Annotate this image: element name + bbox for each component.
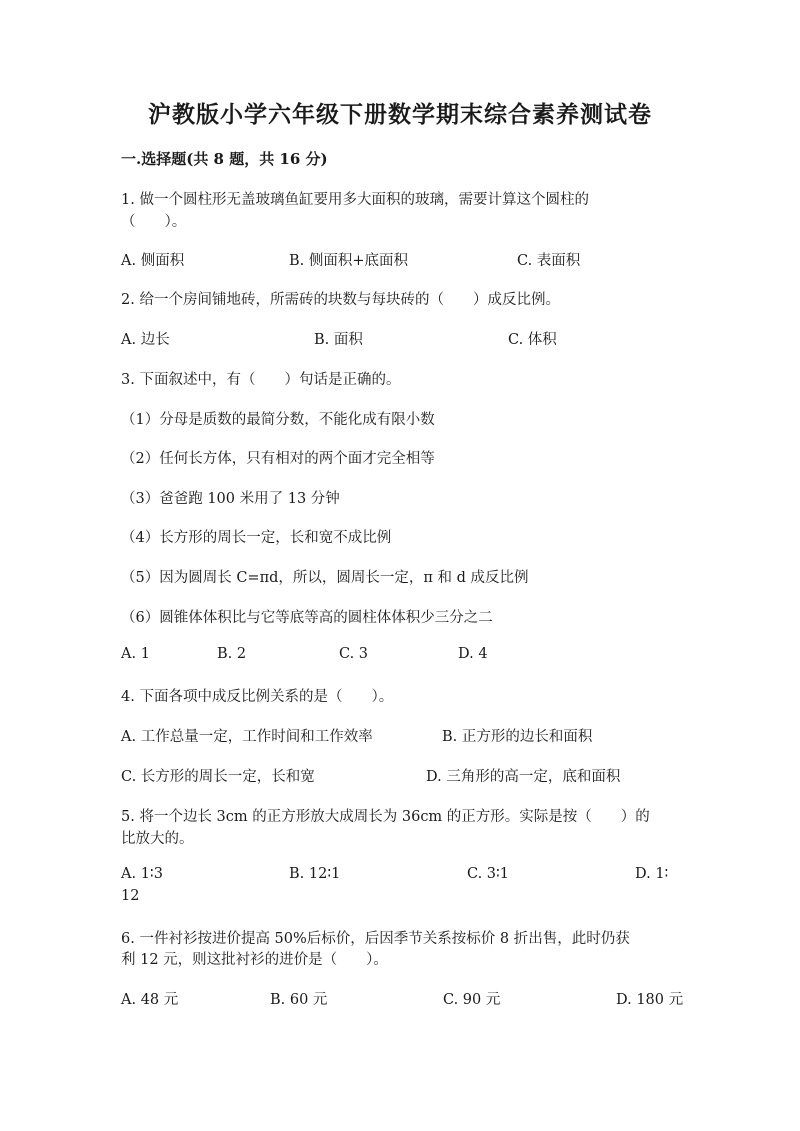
question-3-statement-2: （2）任何长方体，只有相对的两个面才完全相等 xyxy=(121,451,435,467)
question-3-option-b: B. 2 xyxy=(217,646,247,662)
question-5-option-d: D. 1∶ xyxy=(635,866,669,882)
question-1-option-a: A. 侧面积 xyxy=(121,253,185,269)
question-5-option-a: A. 1∶3 xyxy=(121,866,163,882)
question-5-option-c: C. 3∶1 xyxy=(467,866,510,882)
question-5-text: 5. 将一个边长 3cm 的正方形放大成周长为 36cm 的正方形。实际是按（ ）的 xyxy=(121,809,650,825)
question-3-statement-3: （3）爸爸跑 100 米用了 13 分钟 xyxy=(121,491,340,507)
question-6-option-d: D. 180 元 xyxy=(616,992,684,1008)
page-title: 沪教版小学六年级下册数学期末综合素养测试卷 xyxy=(148,101,652,128)
question-3-statement-6: （6）圆锥体体积比与它等底等高的圆柱体体积少三分之二 xyxy=(121,610,493,626)
question-3-text: 3. 下面叙述中，有（ ）句话是正确的。 xyxy=(121,372,401,388)
question-6-text: 6. 一件衬衫按进价提高 50%后标价，后因季节关系按标价 8 折出售，此时仍获 xyxy=(121,931,630,947)
question-2-option-a: A. 边长 xyxy=(121,332,170,348)
question-5-text-cont: 比放大的。 xyxy=(121,831,194,847)
question-3-option-d: D. 4 xyxy=(458,646,488,662)
question-3-statement-1: （1）分母是质数的最简分数，不能化成有限小数 xyxy=(121,412,435,428)
question-4-option-d: D. 三角形的高一定，底和面积 xyxy=(426,769,621,785)
question-6-option-a: A. 48 元 xyxy=(121,992,179,1008)
question-6-option-c: C. 90 元 xyxy=(443,992,501,1008)
question-6-option-b: B. 60 元 xyxy=(270,992,328,1008)
question-4-option-a: A. 工作总量一定，工作时间和工作效率 xyxy=(121,729,373,745)
question-2-option-b: B. 面积 xyxy=(314,332,363,348)
question-4-text: 4. 下面各项中成反比例关系的是（ ）。 xyxy=(121,689,394,705)
question-3-statement-4: （4）长方形的周长一定，长和宽不成比例 xyxy=(121,530,392,546)
question-3-option-a: A. 1 xyxy=(121,646,150,662)
question-1-option-c: C. 表面积 xyxy=(517,253,581,269)
question-5-option-b: B. 12∶1 xyxy=(289,866,341,882)
question-2-option-c: C. 体积 xyxy=(508,332,557,348)
question-1-text-cont: （ ）。 xyxy=(121,214,187,230)
question-4-option-b: B. 正方形的边长和面积 xyxy=(442,729,593,745)
question-3-option-c: C. 3 xyxy=(339,646,369,662)
question-1-text: 1. 做一个圆柱形无盖玻璃鱼缸要用多大面积的玻璃，需要计算这个圆柱的 xyxy=(121,192,589,208)
question-4-option-c: C. 长方形的周长一定，长和宽 xyxy=(121,769,315,785)
question-6-text-cont: 利 12 元，则这批衬衫的进价是（ ）。 xyxy=(121,952,388,968)
question-1-option-b: B. 侧面积+底面积 xyxy=(289,253,409,269)
question-2-text: 2. 给一个房间铺地砖，所需砖的块数与每块砖的（ ）成反比例。 xyxy=(121,292,560,308)
question-5-option-d-wrap: 12 xyxy=(121,888,140,904)
section-heading: 一.选择题(共 8 题，共 16 分) xyxy=(121,150,328,168)
question-3-statement-5: （5）因为圆周长 C=πd，所以，圆周长一定，π 和 d 成反比例 xyxy=(121,570,529,586)
